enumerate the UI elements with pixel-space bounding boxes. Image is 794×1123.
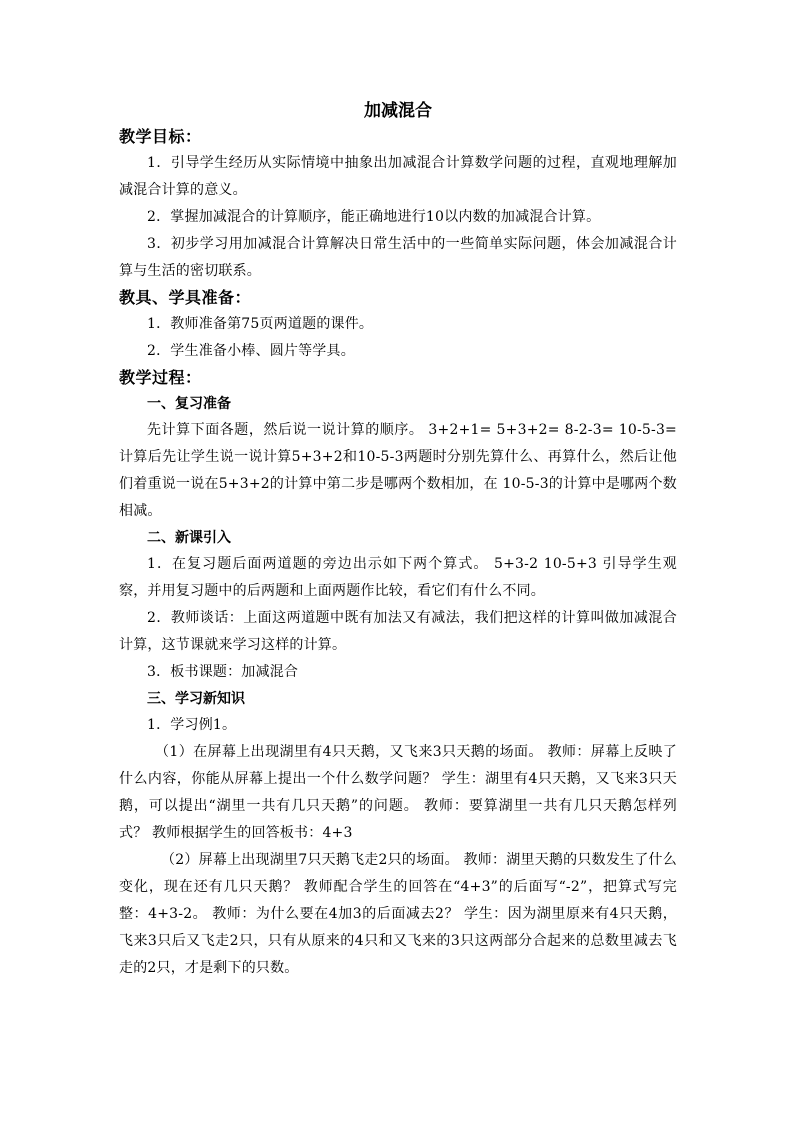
document-title: 加减混合 (364, 101, 432, 121)
goal-item-1: 1．引导学生经历从实际情境中抽象出加减混合计算数学问题的过程，直观地理解加减混合计算的意义。 (119, 155, 677, 198)
tools-item-2: 2．学生准备小棒、圆片等学具。 (147, 343, 355, 359)
goals-heading: 教学目标： (119, 127, 202, 146)
goal-item-2: 2．掌握加减混合的计算顺序，能正确地进行10以内数的加减混合计算。 (147, 209, 601, 225)
example-label: 1．学习例1。 (147, 717, 237, 733)
intro-item-1: 1．在复习题后面两道题的旁边出示如下两个算式。 5+3-2 10-5+3 引导学生观察，并用复习题中的后两题和上面两题作比较，看它们有什么不同。 (119, 556, 677, 599)
review-paragraph: 先计算下面各题，然后说一说计算的顺序。 3+2+1= 5+3+2= 8-2-3= 10-5-3= 计算后先让学生说一说计算5+3+2和10-5-3两题时分别先算什么、再算什么，然后让他们着重说一说在5+3+2的计算中第二步是哪两个数相加，在 10-5-3的计算中是哪两个数相减。 (119, 422, 677, 519)
document-page (119, 98, 677, 982)
new-knowledge-heading: 三、学习新知识 (147, 691, 245, 707)
intro-item-2: 2．教师谈话：上面这两道题中既有加法又有减法，我们把这样的计算叫做加减混合计算，这节课就来学习这样的计算。 (119, 610, 677, 653)
goal-item-3: 3．初步学习用加减混合计算解决日常生活中的一些简单实际问题，体会加减混合计算与生活的密切联系。 (119, 236, 677, 279)
example-case-2: （2）屏幕上出现湖里7只天鹅飞走2只的场面。 教师：湖里天鹅的只数发生了什么变化，现在还有几只天鹅？ 教师配合学生的回答在“4+3”的后面写“-2”，把算式写完整：4+3-2。 教师：为什么要在4加3的后面减去2？ 学生：因为湖里原来有4只天鹅，飞来3只后又飞走2只，只有从原来的4只和又飞来的3只这两部分合起来的总数里减去飞走的2只，才是剩下的只数。 (119, 852, 677, 976)
example-case-1: （1）在屏幕上出现湖里有4只天鹅，又飞来3只天鹅的场面。 教师：屏幕上反映了什么内容，你能从屏幕上提出一个什么数学问题？ 学生：湖里有4只天鹅，又飞来3只天鹅，可以提出“湖里一共有几只天鹅”的问题。 教师：要算湖里一共有几只天鹅怎样列式？ 教师根据学生的回答板书：4+3 (119, 744, 677, 841)
review-heading: 一、复习准备 (147, 396, 231, 412)
tools-item-1: 1．教师准备第75页两道题的课件。 (147, 316, 374, 332)
intro-item-3: 3．板书课题：加减混合 (147, 664, 299, 680)
intro-heading: 二、新课引入 (147, 530, 231, 546)
process-heading: 教学过程： (119, 368, 202, 387)
tools-heading: 教具、学具准备： (119, 288, 252, 307)
